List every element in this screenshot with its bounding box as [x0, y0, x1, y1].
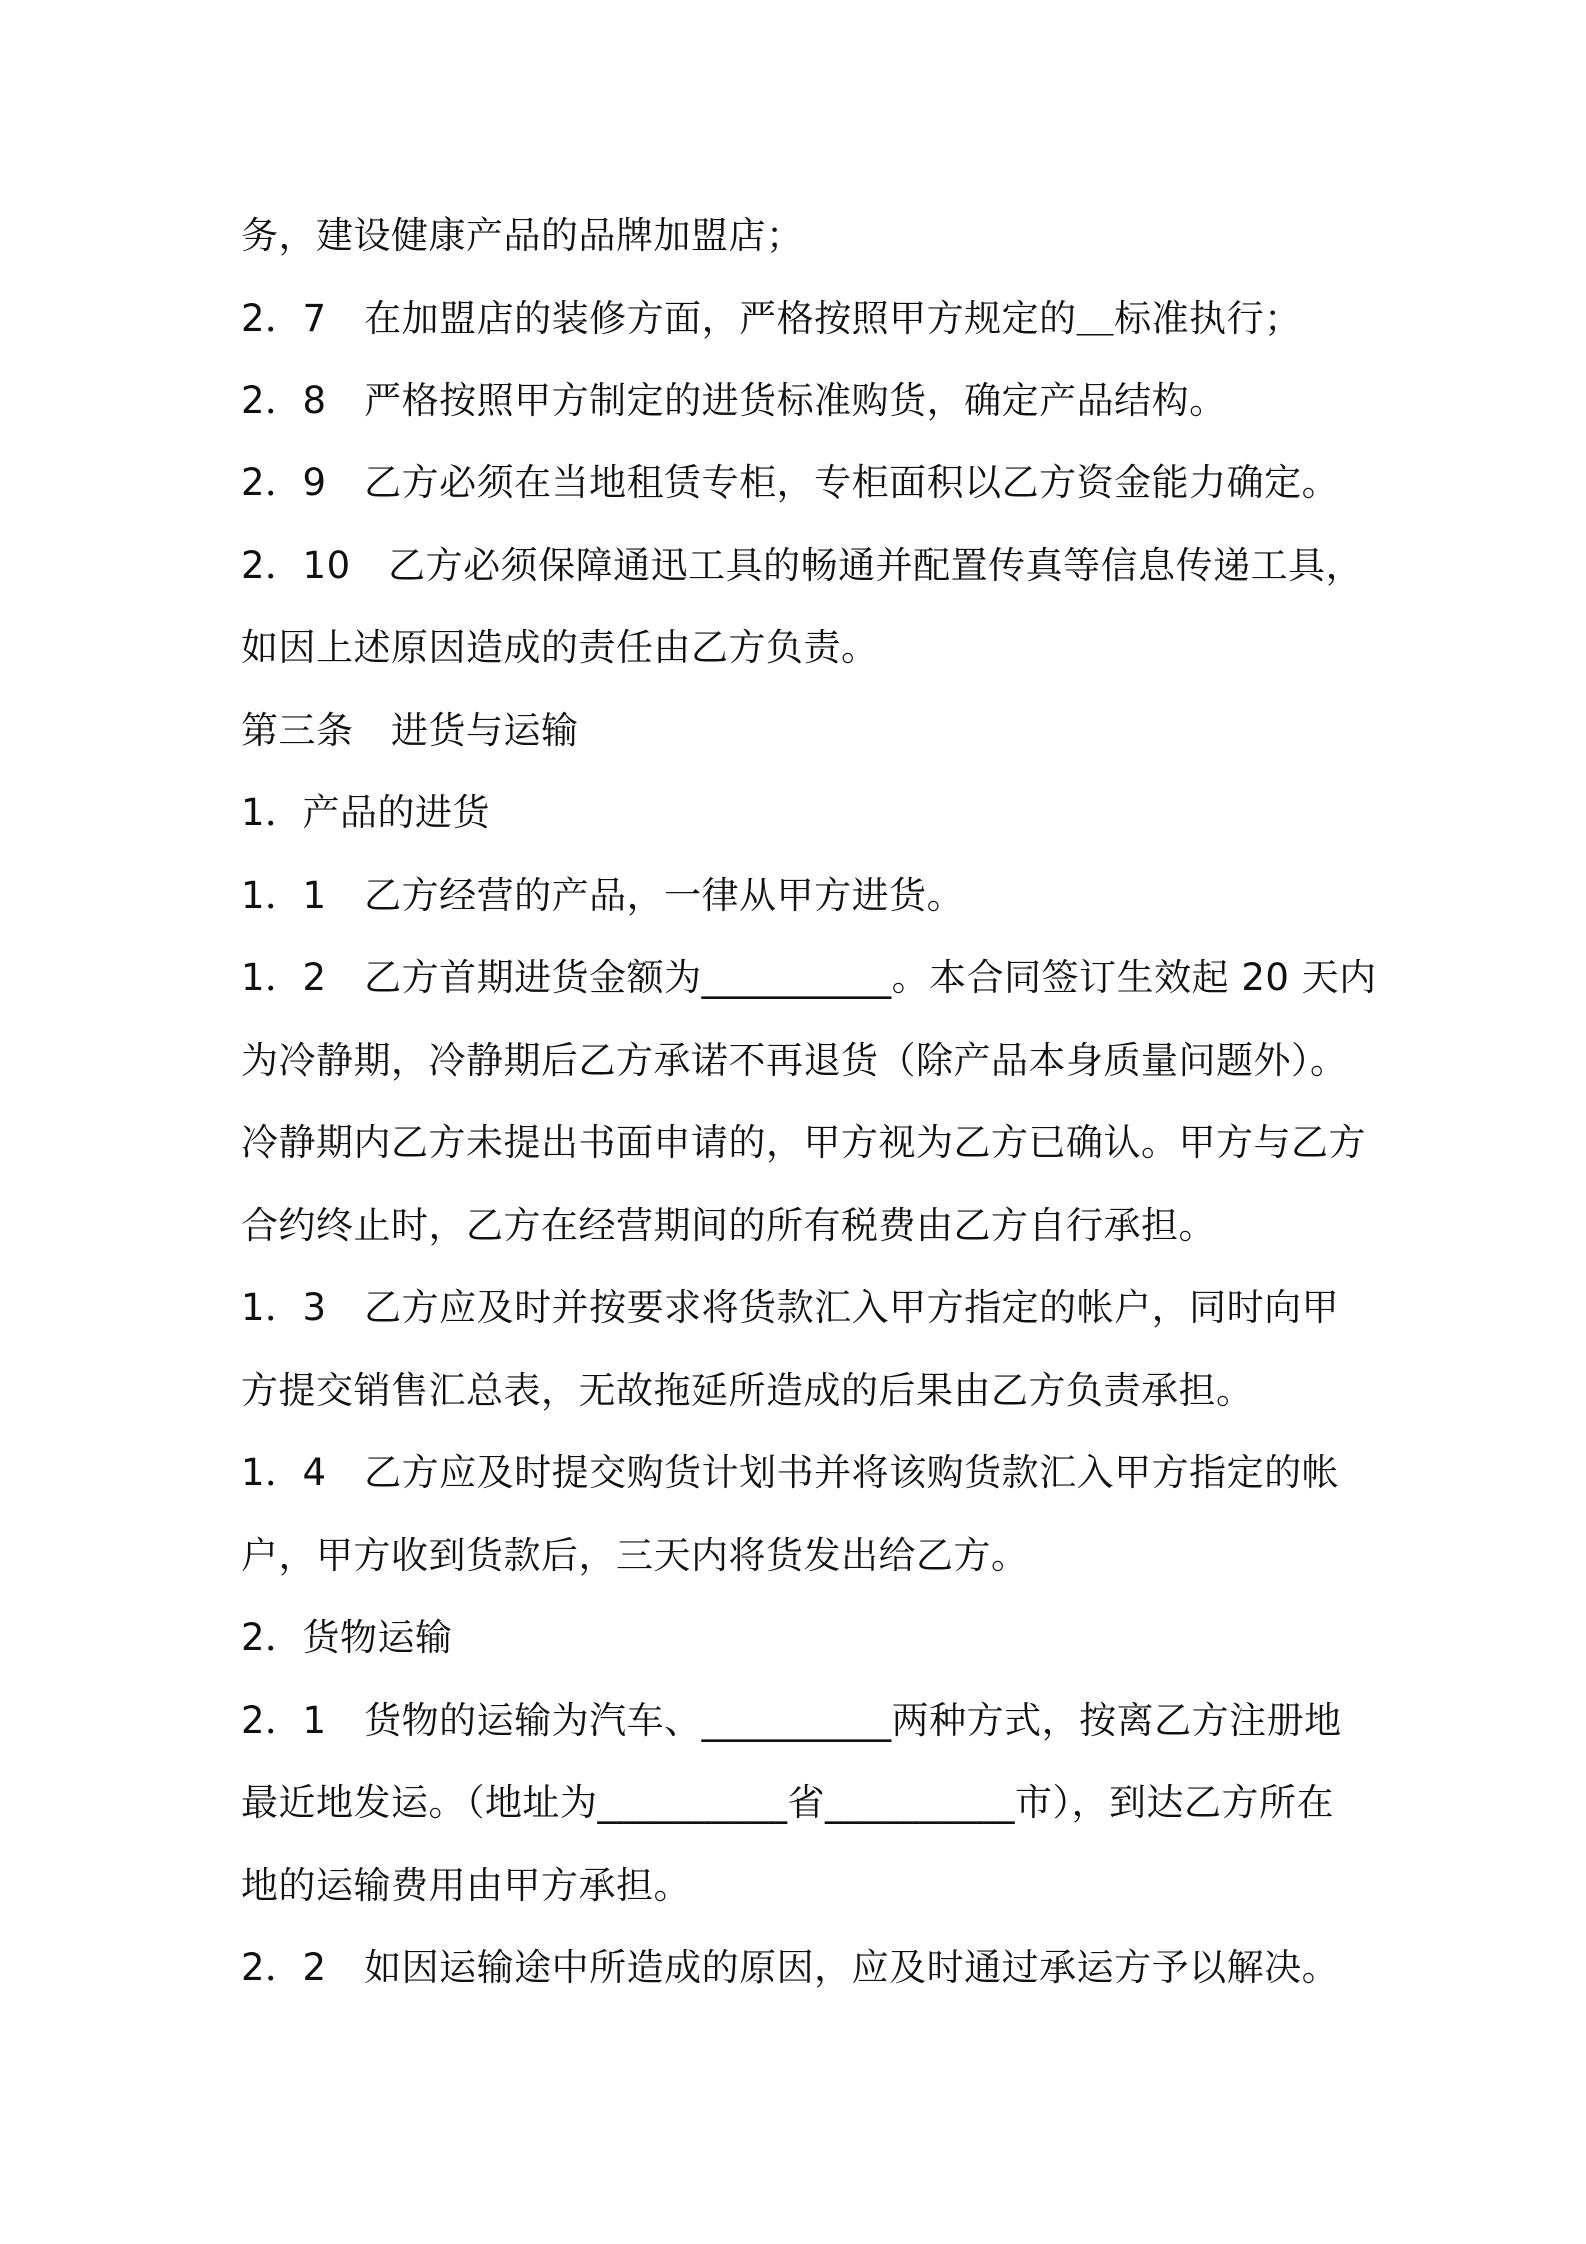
subsection-heading: 2．货物运输: [241, 1616, 453, 1659]
subsection-heading: 1．产品的进货: [241, 791, 491, 834]
text-line: 2．7 在加盟店的装修方面，严格按照甲方规定的＿标准执行；: [241, 297, 1302, 340]
text-line: 1．2 乙方首期进货金额为__________。本合同签订生效起 20 天内: [241, 956, 1377, 999]
text-line: 冷静期内乙方未提出书面申请的，甲方视为乙方已确认。甲方与乙方: [241, 1121, 1366, 1164]
text-line: 合约终止时，乙方在经营期间的所有税费由乙方自行承担。: [241, 1204, 1216, 1247]
text-line: 户，甲方收到货款后，三天内将货发出给乙方。: [241, 1534, 1029, 1577]
text-line: 2．2 如因运输途中所造成的原因，应及时通过承运方予以解决。: [241, 1946, 1340, 1989]
text-line: 1．1 乙方经营的产品，一律从甲方进货。: [241, 874, 965, 917]
text-line: 1．3 乙方应及时并按要求将货款汇入甲方指定的帐户，同时向甲: [241, 1286, 1340, 1329]
text-line: 地的运输费用由甲方承担。: [241, 1864, 691, 1907]
section-heading: 第三条 进货与运输: [241, 709, 579, 752]
text-line: 为冷静期，冷静期后乙方承诺不再退货（除产品本身质量问题外）。: [241, 1039, 1348, 1082]
text-line: 方提交销售汇总表，无故拖延所造成的后果由乙方负责承担。: [241, 1369, 1254, 1412]
text-line: 务，建设健康产品的品牌加盟店；: [241, 214, 804, 257]
text-line: 1．4 乙方应及时提交购货计划书并将该购货款汇入甲方指定的帐: [241, 1451, 1340, 1494]
text-line: 2．10 乙方必须保障通迅工具的畅通并配置传真等信息传递工具，: [241, 544, 1364, 587]
text-line: 2．9 乙方必须在当地租赁专柜，专柜面积以乙方资金能力确定。: [241, 461, 1340, 504]
text-line: 最近地发运。（地址为__________省__________市），到达乙方所在: [241, 1781, 1334, 1824]
text-line: 2．8 严格按照甲方制定的进货标准购货，确定产品结构。: [241, 379, 1227, 422]
text-line: 如因上述原因造成的责任由乙方负责。: [241, 626, 879, 669]
text-line: 2．1 货物的运输为汽车、__________两种方式，按离乙方注册地: [241, 1699, 1342, 1742]
